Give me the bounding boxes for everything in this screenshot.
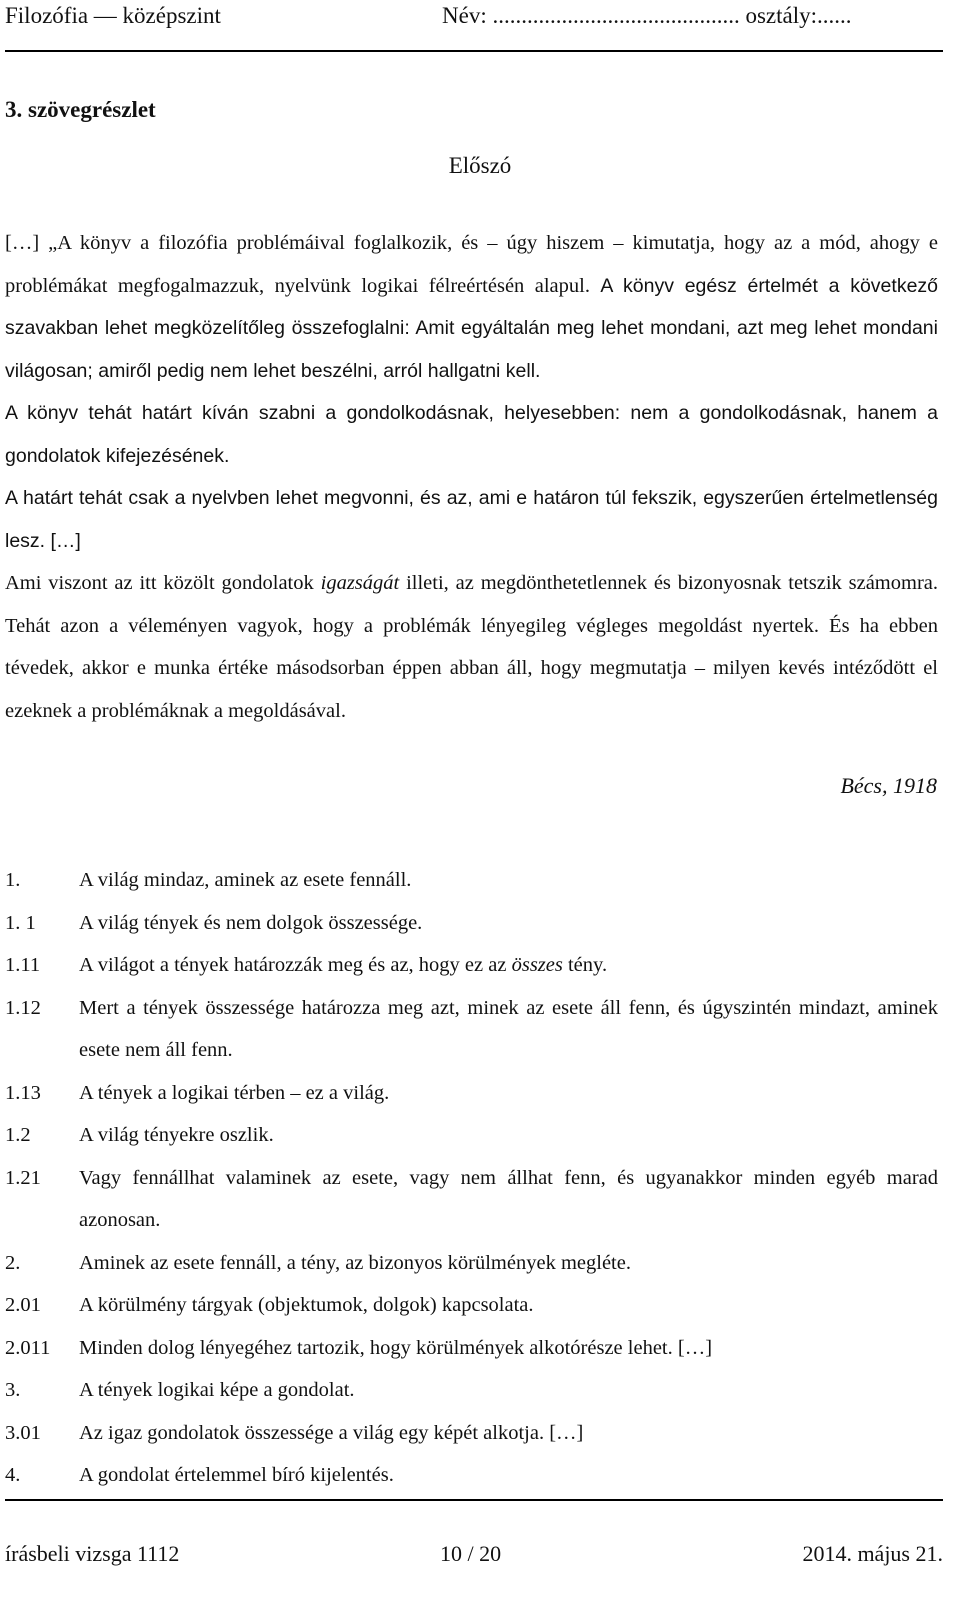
preface-title: Előszó	[448, 153, 512, 178]
proposition-text: A világ tények és nem dolgok összessége.	[79, 911, 423, 934]
proposition-number: 2.011	[5, 1336, 51, 1359]
proposition-item	[5, 987, 938, 1072]
header-name-class-field: Név: ........................................... osztály:......	[442, 3, 852, 28]
preface-p1-sans: A könyv egész értelmét a következő szavakban lehet megközelítőleg összefoglalni: Amit egyáltalán meg lehet mondani, azt meg lehet mondani világosan; amiről pedig nem lehet beszélni, arról hallgatni kell.	[5, 274, 939, 382]
footer-exam-code: írásbeli vizsga 1112	[5, 1541, 180, 1566]
proposition-number: 4.	[5, 1464, 21, 1486]
footer-date: 2014. május 21.	[802, 1541, 943, 1566]
proposition-item	[5, 1072, 938, 1115]
proposition-text: Vagy fennállhat valaminek az esete, vagy nem állhat fenn, és ugyanakkor minden egyéb marad azonosan.	[79, 1166, 938, 1231]
signature-place-date: Bécs, 1918	[840, 773, 937, 798]
preface-p4-italic: igazságát	[320, 572, 400, 594]
proposition-text: A gondolat értelemmel bíró kijelentés.	[79, 1464, 394, 1486]
proposition-text: Aminek az esete fennáll, a tény, az bizonyos körülmények megléte.	[79, 1251, 631, 1274]
proposition-item	[5, 1327, 938, 1370]
preface-p4-b: illeti, az megdönthetetlennek és bizonyosnak tetszik számomra. Tehát azon a véleményen vagyok, hogy a problémák lényegileg végleges megoldást nyertek. És ha ebben tévedek, akkor e munka értéke másodsorban éppen abban áll, hogy megmutatja – milyen kevés intéződött el ezeknek a problémáknak a megoldásával.	[5, 572, 938, 722]
proposition-text: Mert a tények összessége határozza meg azt, minek az esete áll fenn, és úgyszintén mindazt, aminek esete nem áll fenn.	[79, 996, 938, 1061]
proposition-text: A tények a logikai térben – ez a világ.	[79, 1081, 390, 1104]
preface-text	[5, 222, 938, 732]
proposition-number: 3.01	[5, 1421, 41, 1444]
proposition-number: 3.	[5, 1379, 21, 1401]
proposition-text: A körülmény tárgyak (objektumok, dolgok) kapcsolata.	[79, 1294, 534, 1316]
proposition-item	[5, 1114, 938, 1157]
proposition-text-part: tény.	[562, 954, 608, 976]
proposition-text	[79, 944, 938, 987]
proposition-number: 1. 1	[5, 911, 36, 934]
header-subject: Filozófia — középszint	[5, 3, 221, 28]
proposition-item	[5, 944, 938, 987]
footer-rule	[5, 1499, 943, 1501]
proposition-number: 1.	[5, 869, 21, 891]
proposition-item	[5, 1242, 938, 1285]
proposition-item	[5, 1369, 938, 1412]
proposition-text: Minden dolog lényegéhez tartozik, hogy körülmények alkotórésze lehet. […]	[79, 1336, 713, 1359]
proposition-list	[5, 859, 938, 1497]
proposition-text: A világ tényekre oszlik.	[79, 1124, 274, 1146]
section-title: 3. szövegrészlet	[5, 97, 156, 122]
proposition-text: A tények logikai képe a gondolat.	[79, 1379, 355, 1401]
proposition-text: Az igaz gondolatok összessége a világ egy képét alkotja. […]	[79, 1421, 584, 1444]
header-rule	[5, 50, 943, 52]
proposition-number: 1.12	[5, 996, 41, 1019]
proposition-text: A világ mindaz, aminek az esete fennáll.	[79, 869, 412, 891]
proposition-number: 1.13	[5, 1081, 41, 1104]
preface-paragraph-1	[5, 222, 938, 392]
proposition-item	[5, 1454, 938, 1497]
preface-paragraph-3: A határt tehát csak a nyelvben lehet megvonni, és az, ami e határon túl fekszik, egyszerűen értelmetlenség lesz. […]	[5, 487, 938, 552]
proposition-item	[5, 1157, 938, 1242]
proposition-number: 1.2	[5, 1124, 31, 1146]
preface-p4-a: Ami viszont az itt közölt gondolatok	[5, 572, 321, 594]
footer-page-number: 10 / 20	[440, 1541, 502, 1566]
proposition-item	[5, 902, 938, 945]
proposition-item	[5, 1284, 938, 1327]
preface-paragraph-2: A könyv tehát határt kíván szabni a gondolkodásnak, helyesebben: nem a gondolkodásnak, hanem a gondolatok kifejezésének.	[5, 402, 938, 467]
proposition-text-part: A világot a tények határozzák meg és az, hogy ez az	[79, 954, 512, 976]
proposition-number: 1.21	[5, 1166, 41, 1189]
proposition-item	[5, 1412, 938, 1455]
page-header	[5, 3, 943, 47]
preface-p1-serif: […] „A könyv a filozófia problémáival foglalkozik, és – úgy hiszem – kimutatja, hogy az a mód, ahogy e problémákat megfogalmazzuk, nyelvünk logikai félreértésén alapul.	[5, 232, 938, 297]
proposition-number: 2.	[5, 1251, 21, 1274]
proposition-item	[5, 859, 938, 902]
proposition-number: 2.01	[5, 1294, 41, 1316]
proposition-text-italic: összes	[511, 954, 563, 976]
preface-paragraph-4	[5, 562, 938, 732]
proposition-number: 1.11	[5, 954, 41, 976]
